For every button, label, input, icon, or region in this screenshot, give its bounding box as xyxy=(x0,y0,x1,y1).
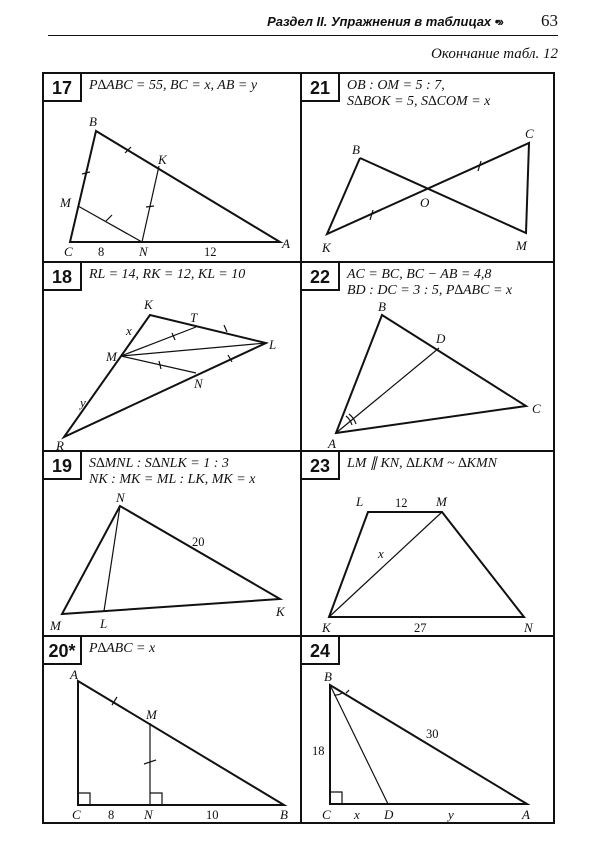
problem-24 xyxy=(302,637,553,822)
right-triangle-figure xyxy=(44,637,300,822)
vertex-label: K xyxy=(144,297,153,312)
vertex-label: C xyxy=(525,126,534,141)
vertex-label: R xyxy=(56,438,64,450)
segment-label: y xyxy=(80,395,86,410)
segment-label: 20 xyxy=(192,535,205,549)
vertex-label: L xyxy=(100,616,108,631)
condition-line: NK : MK = ML : LK, MK = x xyxy=(89,472,256,487)
vertex-label: B xyxy=(352,142,360,157)
problem-23 xyxy=(302,452,553,635)
problem-number: 21 xyxy=(302,74,340,102)
problem-21 xyxy=(302,74,553,261)
problem-condition: RL = 14, RK = 12, KL = 10 xyxy=(89,267,246,282)
segment-label: y xyxy=(448,807,454,822)
condition-line: AC = BC, BC − AB = 4,8 xyxy=(347,267,492,282)
vertex-label: M xyxy=(106,349,117,364)
arrows-icon: •›› xyxy=(494,14,502,29)
segment-label: x xyxy=(126,323,132,338)
segment-label: 12 xyxy=(395,496,408,510)
vertex-label: A xyxy=(282,236,290,251)
problem-condition: P∆ABC = x xyxy=(89,641,156,656)
segment-label: 18 xyxy=(312,744,325,758)
vertex-label: T xyxy=(190,310,198,325)
vertex-label: K xyxy=(158,152,167,167)
vertex-label: K xyxy=(276,604,285,619)
problem-number: 18 xyxy=(44,263,82,291)
vertex-label: C xyxy=(64,244,73,259)
table-continuation: Окончание табл. 12 xyxy=(431,46,558,62)
vertex-label: K xyxy=(322,240,331,255)
vertex-label: M xyxy=(50,618,61,633)
vertex-label: M xyxy=(516,238,527,253)
exercise-table xyxy=(42,72,555,824)
section-title xyxy=(267,14,502,29)
problem-number: 20* xyxy=(44,637,82,665)
segment-label: x xyxy=(378,546,384,561)
vertex-label: L xyxy=(269,337,277,352)
problem-19 xyxy=(44,452,300,635)
vertex-label: C xyxy=(72,807,81,822)
problem-number: 22 xyxy=(302,263,340,291)
right-triangle-figure xyxy=(302,637,553,822)
triangle-figure xyxy=(44,74,300,261)
vertex-label: B xyxy=(324,669,332,684)
segment-label: 8 xyxy=(108,808,115,822)
problem-condition: LM ∥ KN, ∆LKM ~ ∆KMN xyxy=(347,456,497,471)
problem-number: 24 xyxy=(302,637,340,665)
problem-22 xyxy=(302,263,553,450)
segment-label: 30 xyxy=(426,727,439,741)
vertex-label: O xyxy=(420,195,430,210)
vertex-label: C xyxy=(322,807,331,822)
problem-number: 17 xyxy=(44,74,82,102)
segment-label: 10 xyxy=(206,808,219,822)
problem-17 xyxy=(44,74,300,261)
vertex-label: M xyxy=(146,707,157,722)
vertex-label: A xyxy=(70,667,78,682)
vertex-label: N xyxy=(139,244,148,259)
condition-line: S∆MNL : S∆NLK = 1 : 3 xyxy=(89,456,229,471)
segment-label: x xyxy=(354,807,360,822)
vertex-label: L xyxy=(356,494,364,509)
trapezoid-figure xyxy=(302,452,553,635)
vertex-label: D xyxy=(436,331,446,346)
vertex-label: B xyxy=(378,299,386,314)
condition-line: S∆BOK = 5, S∆COM = x xyxy=(347,94,491,109)
vertex-label: D xyxy=(384,807,394,822)
problem-number: 23 xyxy=(302,452,340,480)
problem-18 xyxy=(44,263,300,450)
page-header xyxy=(0,8,560,32)
header-rule xyxy=(48,35,558,36)
vertex-label: K xyxy=(322,620,331,635)
triangle-figure xyxy=(44,263,300,450)
triangle-figure xyxy=(44,452,300,635)
segment-label: 27 xyxy=(414,621,427,635)
problem-condition: P∆ABC = 55, BC = x, AB = y xyxy=(89,78,258,93)
vertex-label: N xyxy=(144,807,153,822)
page-number: 63 xyxy=(541,11,558,30)
condition-line: BD : DC = 3 : 5, P∆ABC = x xyxy=(347,283,513,298)
condition-line: OB : OM = 5 : 7, xyxy=(347,78,445,93)
triangle-figure xyxy=(302,263,553,450)
vertex-label: C xyxy=(532,401,541,416)
vertex-label: A xyxy=(522,807,530,822)
segment-label: 12 xyxy=(204,245,217,259)
vertex-label: N xyxy=(524,620,533,635)
vertex-label: M xyxy=(436,494,447,509)
crossing-segments-figure xyxy=(302,74,553,261)
problem-number: 19 xyxy=(44,452,82,480)
vertex-label: N xyxy=(194,376,203,391)
vertex-label: N xyxy=(116,490,125,505)
vertex-label: A xyxy=(328,436,336,450)
segment-label: 8 xyxy=(98,245,105,259)
vertex-label: B xyxy=(280,807,288,822)
vertex-label: M xyxy=(60,195,71,210)
problem-20 xyxy=(44,637,300,822)
vertex-label: B xyxy=(89,114,97,129)
section-title-text: Раздел II. Упражнения в таблицах xyxy=(267,14,492,29)
